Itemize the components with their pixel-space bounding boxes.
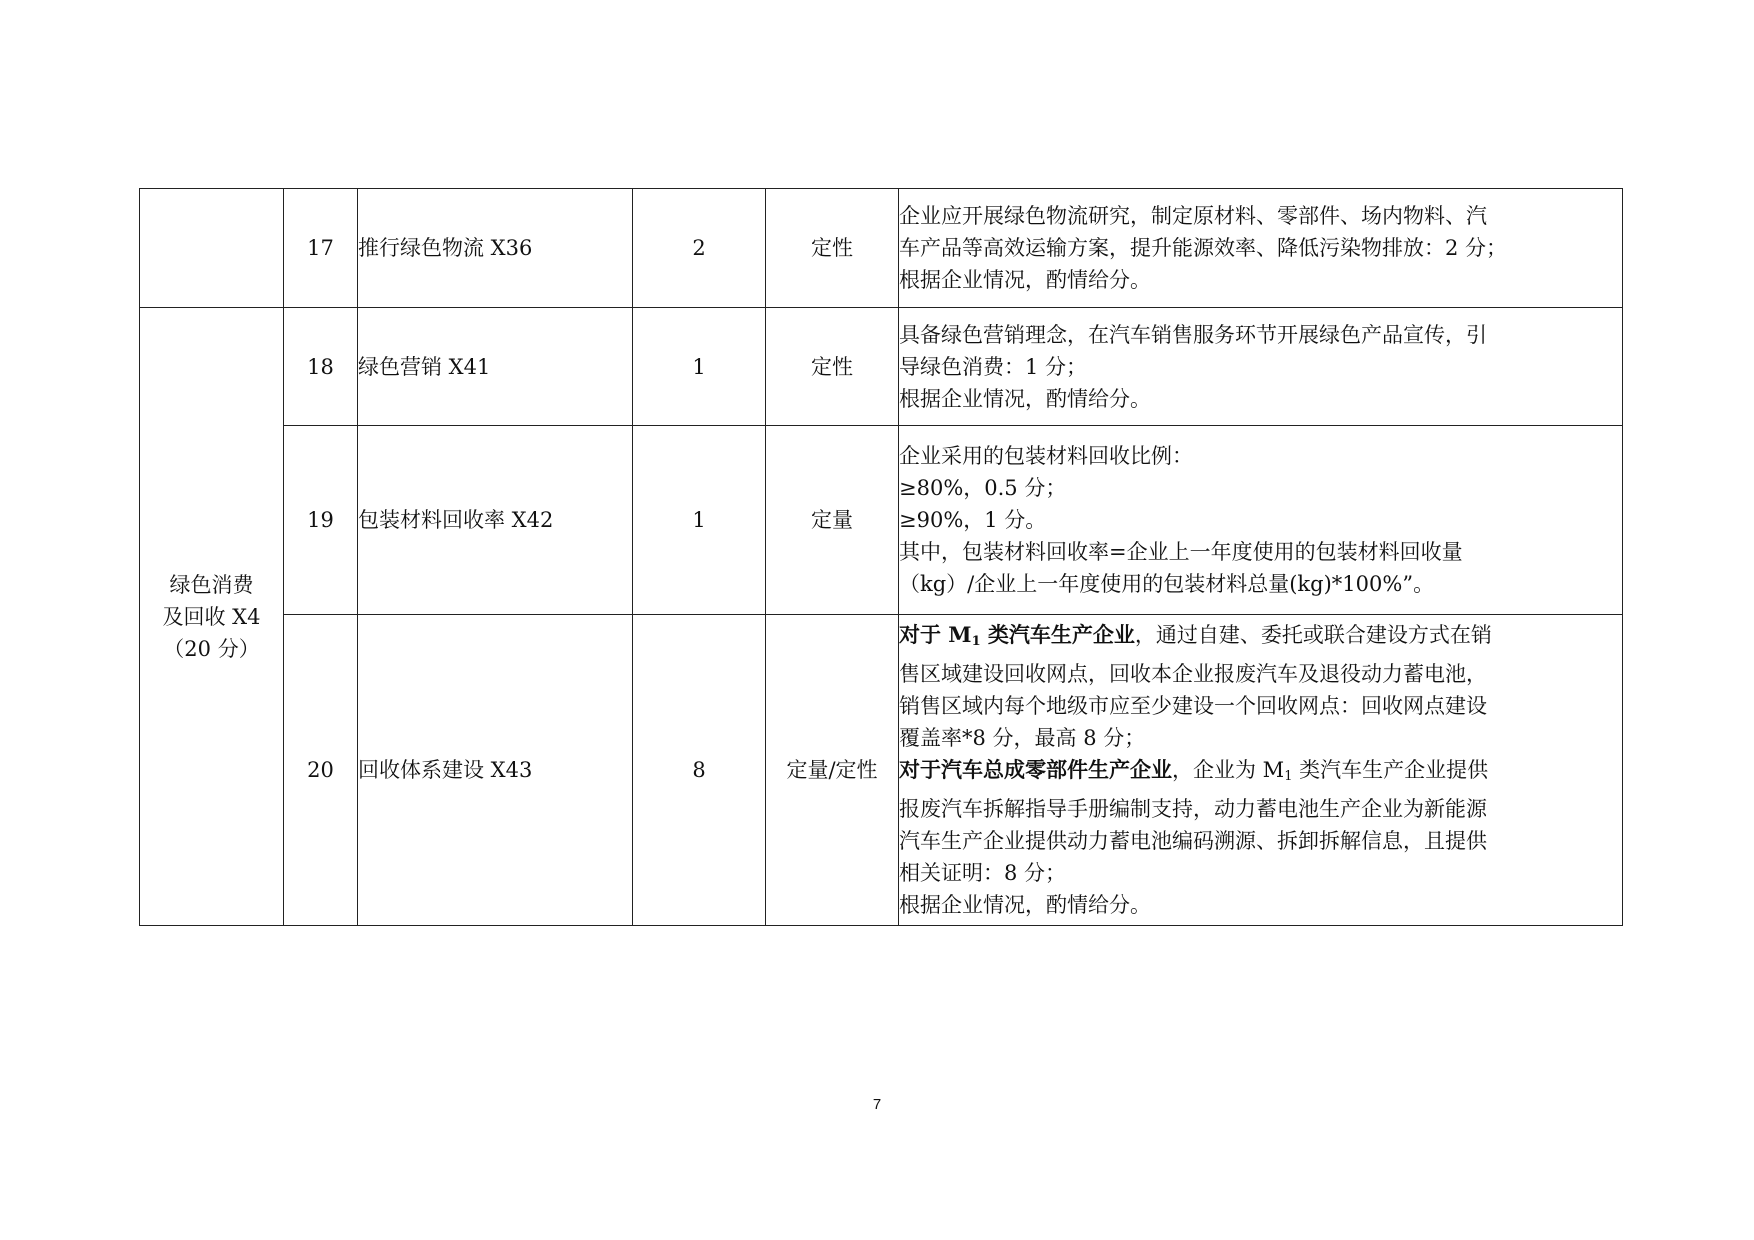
subscript: 1: [1284, 769, 1293, 784]
description-line: [899, 754, 1622, 793]
indicator-type: 定量: [766, 426, 899, 615]
description-line: 企业应开展绿色物流研究，制定原材料、零部件、场内物料、汽: [899, 204, 1487, 228]
description-line: 导绿色消费：1 分；: [899, 354, 1088, 379]
table-row: [140, 189, 1623, 308]
indicator-name: 包装材料回收率 X42: [358, 426, 633, 615]
indicator-name: 回收体系建设 X43: [358, 615, 633, 926]
bold-lead: [899, 622, 1135, 647]
description-line: 根据企业情况，酌情给分。: [899, 268, 1151, 292]
indicator-description: [899, 615, 1623, 926]
table-row: [140, 426, 1623, 615]
row-number: 20: [284, 615, 358, 926]
category-line: 绿色消费: [169, 572, 254, 597]
text: 类汽车生产企业提供: [1292, 758, 1489, 782]
description-line: 售区域建设回收网点，回收本企业报废汽车及退役动力蓄电池，: [899, 662, 1487, 686]
row-number: 19: [284, 426, 358, 615]
row-number: 18: [284, 308, 358, 426]
description-line: 根据企业情况，酌情给分。: [899, 386, 1151, 411]
bold-text: 类汽车生产企业: [980, 622, 1135, 647]
category-line: 及回收 X4: [162, 604, 261, 629]
description-line: ≥90%，1 分。: [899, 508, 1047, 532]
text: ，企业为 M: [1172, 758, 1285, 782]
table-row: [140, 308, 1623, 426]
description-line: 汽车生产企业提供动力蓄电池编码溯源、拆卸拆解信息，且提供: [899, 829, 1487, 853]
indicator-score: 2: [633, 189, 766, 308]
page-number: 7: [872, 1096, 882, 1113]
description-line: 销售区域内每个地级市应至少建设一个回收网点：回收网点建设: [899, 694, 1487, 718]
indicator-name: 绿色营销 X41: [358, 308, 633, 426]
bold-text: 对于 M: [899, 622, 972, 647]
row-number: 17: [284, 189, 358, 308]
indicator-name: 推行绿色物流 X36: [358, 189, 633, 308]
description-line: 根据企业情况，酌情给分。: [899, 893, 1151, 917]
indicator-description: [899, 426, 1623, 615]
category-cell-empty: [140, 189, 284, 308]
subscript: 1: [971, 634, 981, 649]
table-row: [140, 615, 1623, 926]
description-line: 具备绿色营销理念，在汽车销售服务环节开展绿色产品宣传，引: [899, 322, 1487, 347]
text: ，通过自建、委托或联合建设方式在销: [1134, 623, 1492, 647]
bold-lead: 对于汽车总成零部件生产企业: [899, 757, 1172, 782]
category-cell: [140, 308, 284, 926]
description-line: 其中，包装材料回收率=企业上一年度使用的包装材料回收量: [899, 540, 1463, 564]
description-line: 报废汽车拆解指导手册编制支持，动力蓄电池生产企业为新能源: [899, 797, 1487, 821]
evaluation-table: [139, 188, 1623, 926]
indicator-score: 1: [633, 426, 766, 615]
indicator-description: [899, 189, 1623, 308]
description-line: ≥80%，0.5 分；: [899, 476, 1067, 500]
indicator-score: 8: [633, 615, 766, 926]
description-line: 车产品等高效运输方案，提升能源效率、降低污染物排放：2 分；: [899, 236, 1508, 260]
indicator-description: [899, 308, 1623, 426]
indicator-type: 定性: [766, 189, 899, 308]
description-line: 相关证明：8 分；: [899, 861, 1067, 885]
description-line: [899, 619, 1622, 658]
indicator-type: 定量/定性: [766, 615, 899, 926]
description-line: （kg）/企业上一年度使用的包装材料总量(kg)*100%”。: [899, 572, 1435, 596]
description-line: 覆盖率*8 分，最高 8 分；: [899, 726, 1146, 750]
category-line: （20 分）: [163, 636, 260, 661]
indicator-type: 定性: [766, 308, 899, 426]
indicator-score: 1: [633, 308, 766, 426]
description-line: 企业采用的包装材料回收比例：: [899, 444, 1193, 468]
